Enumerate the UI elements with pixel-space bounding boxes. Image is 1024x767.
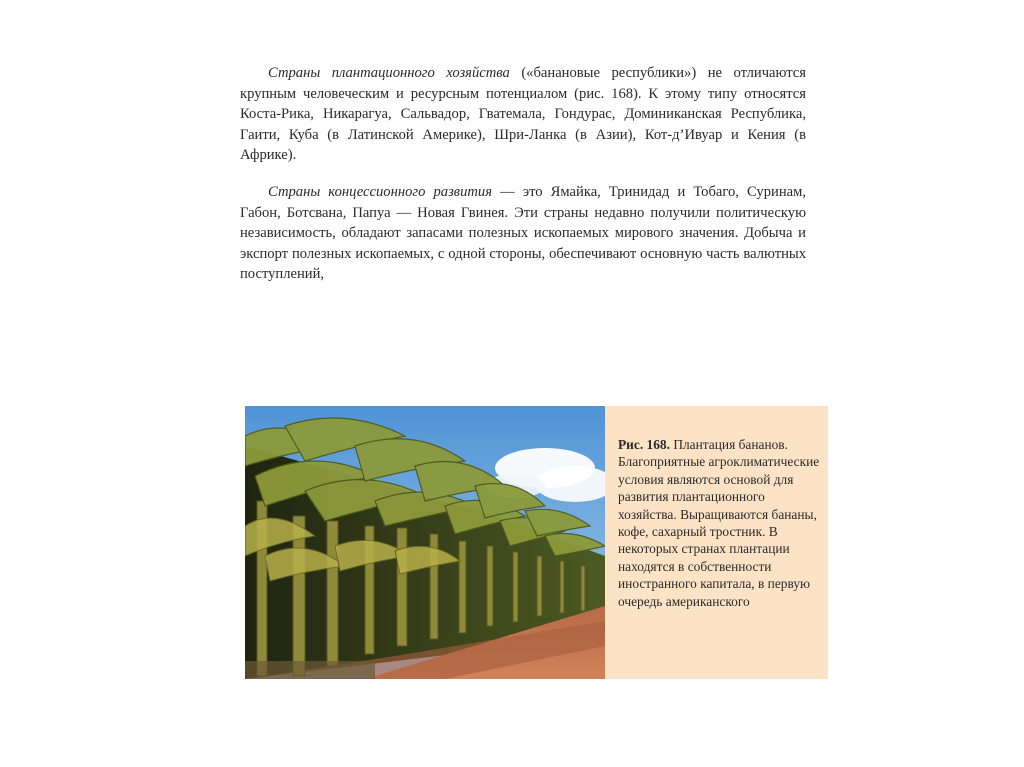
paragraph-lead: Страны концессионного развития xyxy=(268,184,493,200)
banana-plantation-photo xyxy=(245,406,605,679)
paragraph-text: («банановые республики») не отличаются крупным человеческим и ресурсным потенциалом (рис. 168). К этому типу относятся Коста-Рика, Никарагуа, Сальвадор, Гватемала, Гондурас, Доминиканская Республика, Гаити, Куба (в Латинской Америке), Шри-Ланка (в Азии), Кот-д’Ивуар и Кения (в Африке). xyxy=(240,65,806,164)
figure-caption xyxy=(605,406,828,679)
paragraph-lead: Страны плантационного хозяйства xyxy=(268,65,510,81)
figure-caption-text: Плантация бананов. Благоприятные агроклиматические условия являются основой для развития плантационного хозяйства. Выращиваются бананы, кофе, сахарный тростник. В некоторых странах плантации находятся в собственности иностранного капитала, в первую очередь американского xyxy=(618,437,820,609)
paragraph-concession-countries xyxy=(240,182,806,285)
figure-label: Рис. 168. xyxy=(618,437,670,452)
figure-168 xyxy=(245,406,828,679)
paragraph-plantation-countries xyxy=(240,63,806,166)
paragraph-text: — это Ямайка, Тринидад и Тобаго, Суринам, Габон, Ботсвана, Папуа — Новая Гвинея. Эти страны недавно получили политическую независимость, обладают запасами полезных ископаемых мирового значения. Добыча и экспорт полезных ископаемых, с одной стороны, обеспечивают основную часть валютных поступлений, xyxy=(240,184,806,283)
